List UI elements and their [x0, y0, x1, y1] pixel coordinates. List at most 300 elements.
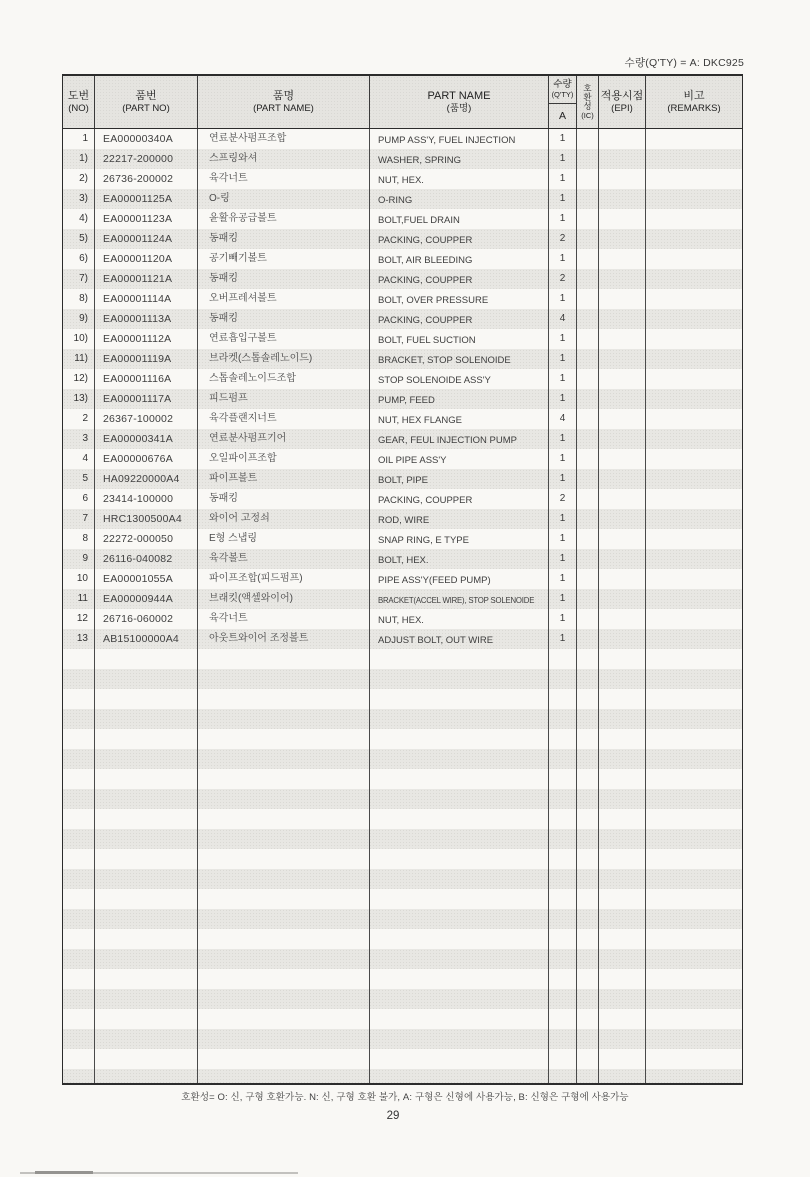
cell-remarks — [646, 189, 742, 209]
header-name-kr-line1: 품명 — [272, 89, 295, 102]
cell-no: 10) — [63, 329, 95, 349]
table-row — [63, 469, 742, 489]
cell-name-en — [370, 689, 549, 709]
cell-epi — [599, 1049, 646, 1069]
cell-part-no — [95, 749, 198, 769]
cell-qty: 1 — [549, 289, 577, 309]
cell-epi — [599, 629, 646, 649]
cell-remarks — [646, 929, 742, 949]
table-row — [63, 189, 742, 209]
cell-name-kr: 아웃트와이어 조정볼트 — [198, 629, 370, 649]
cell-part-no: 23414-100000 — [95, 489, 198, 509]
cell-name-en: NUT, HEX FLANGE — [370, 409, 549, 429]
table-row-empty — [63, 949, 742, 969]
cell-part-no: EA00001116A — [95, 369, 198, 389]
cell-qty — [549, 789, 577, 809]
cell-remarks — [646, 1069, 742, 1083]
cell-name-en — [370, 929, 549, 949]
cell-epi — [599, 209, 646, 229]
cell-name-en: WASHER, SPRING — [370, 149, 549, 169]
cell-name-kr: 동패킹 — [198, 309, 370, 329]
cell-name-en: O-RING — [370, 189, 549, 209]
cell-ic — [577, 189, 599, 209]
table-row — [63, 329, 742, 349]
cell-name-en: BOLT, AIR BLEEDING — [370, 249, 549, 269]
cell-ic — [577, 449, 599, 469]
cell-ic — [577, 1069, 599, 1083]
cell-remarks — [646, 229, 742, 249]
cell-ic — [577, 529, 599, 549]
cell-qty: 1 — [549, 469, 577, 489]
cell-qty: 1 — [549, 429, 577, 449]
cell-qty — [549, 709, 577, 729]
cell-remarks — [646, 829, 742, 849]
header-name-en — [370, 76, 549, 128]
cell-name-en — [370, 1009, 549, 1029]
cell-name-en — [370, 749, 549, 769]
cell-no: 9 — [63, 549, 95, 569]
cell-no — [63, 769, 95, 789]
cell-epi — [599, 869, 646, 889]
cell-remarks — [646, 449, 742, 469]
cell-no — [63, 989, 95, 1009]
cell-ic — [577, 969, 599, 989]
cell-part-no: EA00001123A — [95, 209, 198, 229]
cell-epi — [599, 529, 646, 549]
cell-name-kr — [198, 829, 370, 849]
cell-no — [63, 689, 95, 709]
table-row-empty — [63, 669, 742, 689]
cell-remarks — [646, 649, 742, 669]
cell-name-kr — [198, 929, 370, 949]
cell-epi — [599, 589, 646, 609]
cell-epi — [599, 1029, 646, 1049]
cell-remarks — [646, 989, 742, 1009]
cell-epi — [599, 469, 646, 489]
cell-remarks — [646, 969, 742, 989]
cell-part-no — [95, 649, 198, 669]
cell-name-en: PUMP, FEED — [370, 389, 549, 409]
cell-ic — [577, 749, 599, 769]
table-row-empty — [63, 849, 742, 869]
cell-name-en: ADJUST BOLT, OUT WIRE — [370, 629, 549, 649]
cell-name-kr — [198, 849, 370, 869]
cell-ic — [577, 849, 599, 869]
cell-epi — [599, 289, 646, 309]
header-qty-kr: 수량 — [553, 79, 572, 90]
table-row-empty — [63, 1049, 742, 1069]
cell-no: 6) — [63, 249, 95, 269]
header-qty-unit: A — [558, 110, 566, 122]
table-row — [63, 389, 742, 409]
header-no-kr: 도번 — [67, 89, 90, 102]
cell-name-kr — [198, 949, 370, 969]
cell-name-en: BRACKET, STOP SOLENOIDE — [370, 349, 549, 369]
cell-ic — [577, 349, 599, 369]
cell-no — [63, 789, 95, 809]
cell-name-en — [370, 989, 549, 1009]
cell-qty: 1 — [549, 389, 577, 409]
header-name-kr-line2: (PART NAME) — [253, 102, 314, 114]
cell-name-kr: 윤활유공급볼트 — [198, 209, 370, 229]
table-row-empty — [63, 869, 742, 889]
cell-remarks — [646, 329, 742, 349]
table-row — [63, 629, 742, 649]
cell-remarks — [646, 1029, 742, 1049]
table-row — [63, 449, 742, 469]
cell-epi — [599, 609, 646, 629]
cell-name-kr — [198, 649, 370, 669]
cell-epi — [599, 929, 646, 949]
cell-name-en: BRACKET(ACCEL WIRE), STOP SOLENOIDE — [370, 589, 549, 609]
cell-name-kr — [198, 669, 370, 689]
cell-epi — [599, 349, 646, 369]
table-row — [63, 429, 742, 449]
header-part-no-en: (PART NO) — [122, 102, 170, 114]
cell-part-no — [95, 949, 198, 969]
table-row — [63, 289, 742, 309]
cell-ic — [577, 829, 599, 849]
cell-ic — [577, 649, 599, 669]
cell-name-kr — [198, 729, 370, 749]
cell-no — [63, 749, 95, 769]
cell-epi — [599, 169, 646, 189]
cell-name-en — [370, 869, 549, 889]
cell-ic — [577, 569, 599, 589]
header-part-no-kr: 품번 — [135, 89, 157, 102]
cell-part-no: 26736-200002 — [95, 169, 198, 189]
cell-name-en: NUT, HEX. — [370, 169, 549, 189]
cell-no — [63, 849, 95, 869]
cell-name-kr — [198, 869, 370, 889]
cell-part-no — [95, 1029, 198, 1049]
header-qty — [549, 76, 577, 128]
cell-name-en: BOLT, OVER PRESSURE — [370, 289, 549, 309]
cell-ic — [577, 309, 599, 329]
header-epi — [599, 76, 646, 128]
cell-qty — [549, 909, 577, 929]
cell-epi — [599, 129, 646, 149]
cell-no: 5) — [63, 229, 95, 249]
cell-epi — [599, 849, 646, 869]
table-row-empty — [63, 929, 742, 949]
cell-part-no — [95, 849, 198, 869]
cell-part-no: EA00001114A — [95, 289, 198, 309]
cell-name-kr — [198, 889, 370, 909]
cell-name-kr: 동패킹 — [198, 269, 370, 289]
cell-name-kr — [198, 769, 370, 789]
cell-ic — [577, 149, 599, 169]
cell-qty: 1 — [549, 209, 577, 229]
cell-qty: 1 — [549, 549, 577, 569]
table-row-empty — [63, 729, 742, 749]
cell-remarks — [646, 709, 742, 729]
cell-name-kr — [198, 969, 370, 989]
cell-ic — [577, 129, 599, 149]
cell-qty: 1 — [549, 509, 577, 529]
cell-name-en — [370, 789, 549, 809]
cell-qty — [549, 729, 577, 749]
cell-name-en: PACKING, COUPPER — [370, 489, 549, 509]
cell-qty — [549, 929, 577, 949]
cell-name-kr: 육각너트 — [198, 609, 370, 629]
cell-epi — [599, 329, 646, 349]
cell-ic — [577, 209, 599, 229]
header-name-en-line2: (품명) — [446, 102, 472, 114]
table-row — [63, 369, 742, 389]
cell-ic — [577, 949, 599, 969]
cell-name-kr: 와이어 고정쇠 — [198, 509, 370, 529]
cell-epi — [599, 189, 646, 209]
cell-ic — [577, 989, 599, 1009]
cell-qty: 1 — [549, 569, 577, 589]
cell-qty — [549, 669, 577, 689]
cell-qty — [549, 649, 577, 669]
cell-epi — [599, 269, 646, 289]
cell-qty — [549, 769, 577, 789]
cell-qty — [549, 1029, 577, 1049]
cell-part-no: EA00001124A — [95, 229, 198, 249]
cell-ic — [577, 1049, 599, 1069]
quantity-model-note: 수량(Q'TY) = A: DKC925 — [624, 57, 744, 69]
cell-remarks — [646, 1049, 742, 1069]
cell-qty: 1 — [549, 129, 577, 149]
cell-part-no: 26116-040082 — [95, 549, 198, 569]
cell-remarks — [646, 769, 742, 789]
table-row-empty — [63, 1009, 742, 1029]
cell-no — [63, 909, 95, 929]
cell-qty: 1 — [549, 189, 577, 209]
cell-part-no: EA00001119A — [95, 349, 198, 369]
cell-qty — [549, 809, 577, 829]
cell-no: 12) — [63, 369, 95, 389]
cell-ic — [577, 549, 599, 569]
cell-qty — [549, 749, 577, 769]
cell-part-no: EA00001112A — [95, 329, 198, 349]
table-row-empty — [63, 709, 742, 729]
cell-qty — [549, 1049, 577, 1069]
cell-ic — [577, 769, 599, 789]
cell-remarks — [646, 809, 742, 829]
cell-name-en: PACKING, COUPPER — [370, 269, 549, 289]
cell-part-no: EA00000944A — [95, 589, 198, 609]
cell-no: 12 — [63, 609, 95, 629]
table-row-empty — [63, 829, 742, 849]
cell-part-no — [95, 1069, 198, 1083]
cell-part-no — [95, 969, 198, 989]
cell-epi — [599, 369, 646, 389]
cell-remarks — [646, 409, 742, 429]
cell-qty — [549, 989, 577, 1009]
cell-name-kr — [198, 789, 370, 809]
cell-remarks — [646, 529, 742, 549]
cell-no — [63, 1029, 95, 1049]
cell-remarks — [646, 289, 742, 309]
cell-qty: 1 — [549, 329, 577, 349]
cell-epi — [599, 1009, 646, 1029]
cell-ic — [577, 469, 599, 489]
header-remarks — [646, 76, 742, 128]
cell-remarks — [646, 169, 742, 189]
cell-name-en: GEAR, FEUL INJECTION PUMP — [370, 429, 549, 449]
cell-remarks — [646, 949, 742, 969]
cell-name-en — [370, 669, 549, 689]
cell-name-en — [370, 949, 549, 969]
table-row-empty — [63, 969, 742, 989]
cell-epi — [599, 789, 646, 809]
cell-qty — [549, 949, 577, 969]
table-body — [63, 129, 742, 1083]
cell-name-kr: 피드펌프 — [198, 389, 370, 409]
cell-ic — [577, 329, 599, 349]
cell-name-kr: 파이프조합(피드펌프) — [198, 569, 370, 589]
cell-qty — [549, 829, 577, 849]
cell-epi — [599, 309, 646, 329]
cell-name-en: BOLT, HEX. — [370, 549, 549, 569]
cell-qty — [549, 869, 577, 889]
cell-qty: 1 — [549, 369, 577, 389]
cell-part-no: 26367-100002 — [95, 409, 198, 429]
cell-epi — [599, 509, 646, 529]
cell-name-en — [370, 1049, 549, 1069]
cell-remarks — [646, 629, 742, 649]
cell-no — [63, 829, 95, 849]
cell-qty — [549, 969, 577, 989]
cell-part-no: 26716-060002 — [95, 609, 198, 629]
cell-no — [63, 709, 95, 729]
cell-part-no: EA00001125A — [95, 189, 198, 209]
cell-no — [63, 929, 95, 949]
cell-part-no — [95, 709, 198, 729]
cell-ic — [577, 429, 599, 449]
cell-name-kr: 스톱솔레노이드조합 — [198, 369, 370, 389]
cell-name-en: PACKING, COUPPER — [370, 229, 549, 249]
table-row — [63, 609, 742, 629]
table-row-empty — [63, 789, 742, 809]
cell-name-kr — [198, 989, 370, 1009]
table-row-empty — [63, 649, 742, 669]
scan-artifact-line-dark — [35, 1171, 93, 1174]
cell-no: 4 — [63, 449, 95, 469]
cell-epi — [599, 689, 646, 709]
cell-name-en — [370, 889, 549, 909]
cell-name-en: BOLT, PIPE — [370, 469, 549, 489]
cell-part-no: EA00001120A — [95, 249, 198, 269]
header-epi-kr: 적용시점 — [600, 89, 644, 102]
cell-no — [63, 1049, 95, 1069]
cell-qty — [549, 1069, 577, 1083]
cell-name-kr: 브라켓(스톱솔레노이드) — [198, 349, 370, 369]
cell-remarks — [646, 889, 742, 909]
cell-qty — [549, 889, 577, 909]
cell-name-kr — [198, 689, 370, 709]
header-remarks-kr: 비고 — [683, 89, 705, 102]
header-remarks-en: (REMARKS) — [667, 102, 721, 114]
cell-part-no — [95, 729, 198, 749]
cell-ic — [577, 489, 599, 509]
cell-name-kr — [198, 749, 370, 769]
cell-remarks — [646, 489, 742, 509]
cell-name-kr: 연료분사펌프기어 — [198, 429, 370, 449]
cell-part-no: EA00001117A — [95, 389, 198, 409]
cell-remarks — [646, 309, 742, 329]
cell-name-kr: O-링 — [198, 189, 370, 209]
cell-ic — [577, 269, 599, 289]
cell-name-kr: 오일파이프조합 — [198, 449, 370, 469]
cell-ic — [577, 889, 599, 909]
cell-epi — [599, 649, 646, 669]
cell-no: 8 — [63, 529, 95, 549]
cell-epi — [599, 709, 646, 729]
table-row — [63, 249, 742, 269]
header-qty-label — [549, 76, 576, 104]
table-row-empty — [63, 889, 742, 909]
cell-no — [63, 889, 95, 909]
cell-part-no: EA00001113A — [95, 309, 198, 329]
cell-epi — [599, 569, 646, 589]
cell-part-no — [95, 669, 198, 689]
cell-epi — [599, 449, 646, 469]
cell-qty: 1 — [549, 629, 577, 649]
cell-name-kr: 브래킷(액셀와이어) — [198, 589, 370, 609]
cell-ic — [577, 169, 599, 189]
cell-qty: 1 — [549, 589, 577, 609]
cell-remarks — [646, 249, 742, 269]
header-ic — [577, 76, 599, 128]
cell-name-en — [370, 1029, 549, 1049]
cell-part-no: HRC1300500A4 — [95, 509, 198, 529]
table-row — [63, 489, 742, 509]
cell-name-en: PIPE ASS'Y(FEED PUMP) — [370, 569, 549, 589]
cell-name-en — [370, 709, 549, 729]
cell-name-kr: E형 스냅링 — [198, 529, 370, 549]
cell-no: 11 — [63, 589, 95, 609]
cell-no: 2 — [63, 409, 95, 429]
table-row — [63, 269, 742, 289]
cell-name-kr — [198, 1069, 370, 1083]
cell-name-en: STOP SOLENOIDE ASS'Y — [370, 369, 549, 389]
cell-name-en: ROD, WIRE — [370, 509, 549, 529]
cell-name-en: PUMP ASS'Y, FUEL INJECTION — [370, 129, 549, 149]
cell-part-no — [95, 769, 198, 789]
cell-no — [63, 969, 95, 989]
header-ic-abbr: (IC) — [581, 111, 594, 120]
cell-remarks — [646, 589, 742, 609]
table-row — [63, 309, 742, 329]
header-name-en-line1: PART NAME — [427, 89, 491, 102]
cell-name-en — [370, 1069, 549, 1083]
header-no — [63, 76, 95, 128]
table-row — [63, 509, 742, 529]
cell-remarks — [646, 149, 742, 169]
cell-name-en — [370, 829, 549, 849]
table-row — [63, 209, 742, 229]
cell-epi — [599, 549, 646, 569]
cell-no: 13 — [63, 629, 95, 649]
cell-part-no: EA00001055A — [95, 569, 198, 589]
cell-remarks — [646, 269, 742, 289]
cell-no: 1) — [63, 149, 95, 169]
cell-name-en: SNAP RING, E TYPE — [370, 529, 549, 549]
cell-name-en: PACKING, COUPPER — [370, 309, 549, 329]
cell-no: 9) — [63, 309, 95, 329]
cell-part-no: EA00000340A — [95, 129, 198, 149]
cell-part-no — [95, 889, 198, 909]
cell-no — [63, 649, 95, 669]
cell-name-kr: 공기빼기볼트 — [198, 249, 370, 269]
cell-epi — [599, 829, 646, 849]
cell-name-en — [370, 809, 549, 829]
